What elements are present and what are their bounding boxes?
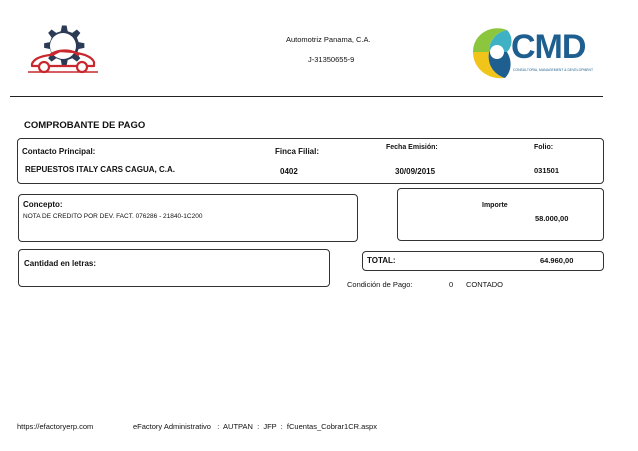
cmd-logo-tagline: CONSULTORIA, MANAGEMENT & DEVELOPMENT: [513, 68, 594, 72]
footer-path: eFactory Administrativo : AUTPAN : JFP : fCuentas_Cobrar1CR.aspx: [133, 422, 377, 431]
fecha-label: Fecha Emisión:: [386, 144, 438, 151]
cantidad-label: Cantidad en letras:: [24, 259, 97, 268]
contact-label: Contacto Principal:: [22, 147, 96, 156]
folio-label: Folio:: [534, 144, 554, 151]
info-box: [17, 138, 604, 184]
importe-value: 58.000,00: [535, 214, 569, 223]
finca-label: Finca Filial:: [275, 147, 320, 156]
finca-value: 0402: [280, 167, 298, 176]
footer-url[interactable]: https://efactoryerp.com: [17, 422, 94, 431]
folio-value: 031501: [534, 166, 560, 175]
cmd-logo: [467, 22, 592, 84]
importe-label: Importe: [482, 202, 508, 209]
condicion-code: 0: [449, 280, 454, 289]
concepto-value: NOTA DE CREDITO POR DEV. FACT. 076286 - 21840-1C200: [23, 213, 203, 220]
cmd-logo-text: CMD: [511, 28, 586, 66]
company-logo: [24, 22, 102, 80]
total-value: 64.960,00: [540, 256, 574, 265]
contact-value: REPUESTOS ITALY CARS CAGUA, C.A.: [25, 165, 175, 174]
total-label: TOTAL:: [367, 256, 396, 265]
importe-box: [397, 188, 604, 241]
company-rif: J-31350655-9: [308, 55, 355, 64]
document-title: COMPROBANTE DE PAGO: [24, 120, 146, 131]
cantidad-box: [18, 249, 330, 287]
concepto-label: Concepto:: [23, 200, 63, 209]
header-divider: [10, 96, 603, 97]
company-name: Automotriz Panama, C.A.: [286, 35, 371, 44]
condicion-value: CONTADO: [466, 280, 503, 289]
fecha-value: 30/09/2015: [395, 167, 436, 176]
condicion-label: Condición de Pago:: [347, 280, 413, 289]
car-gear-icon: [24, 22, 102, 80]
